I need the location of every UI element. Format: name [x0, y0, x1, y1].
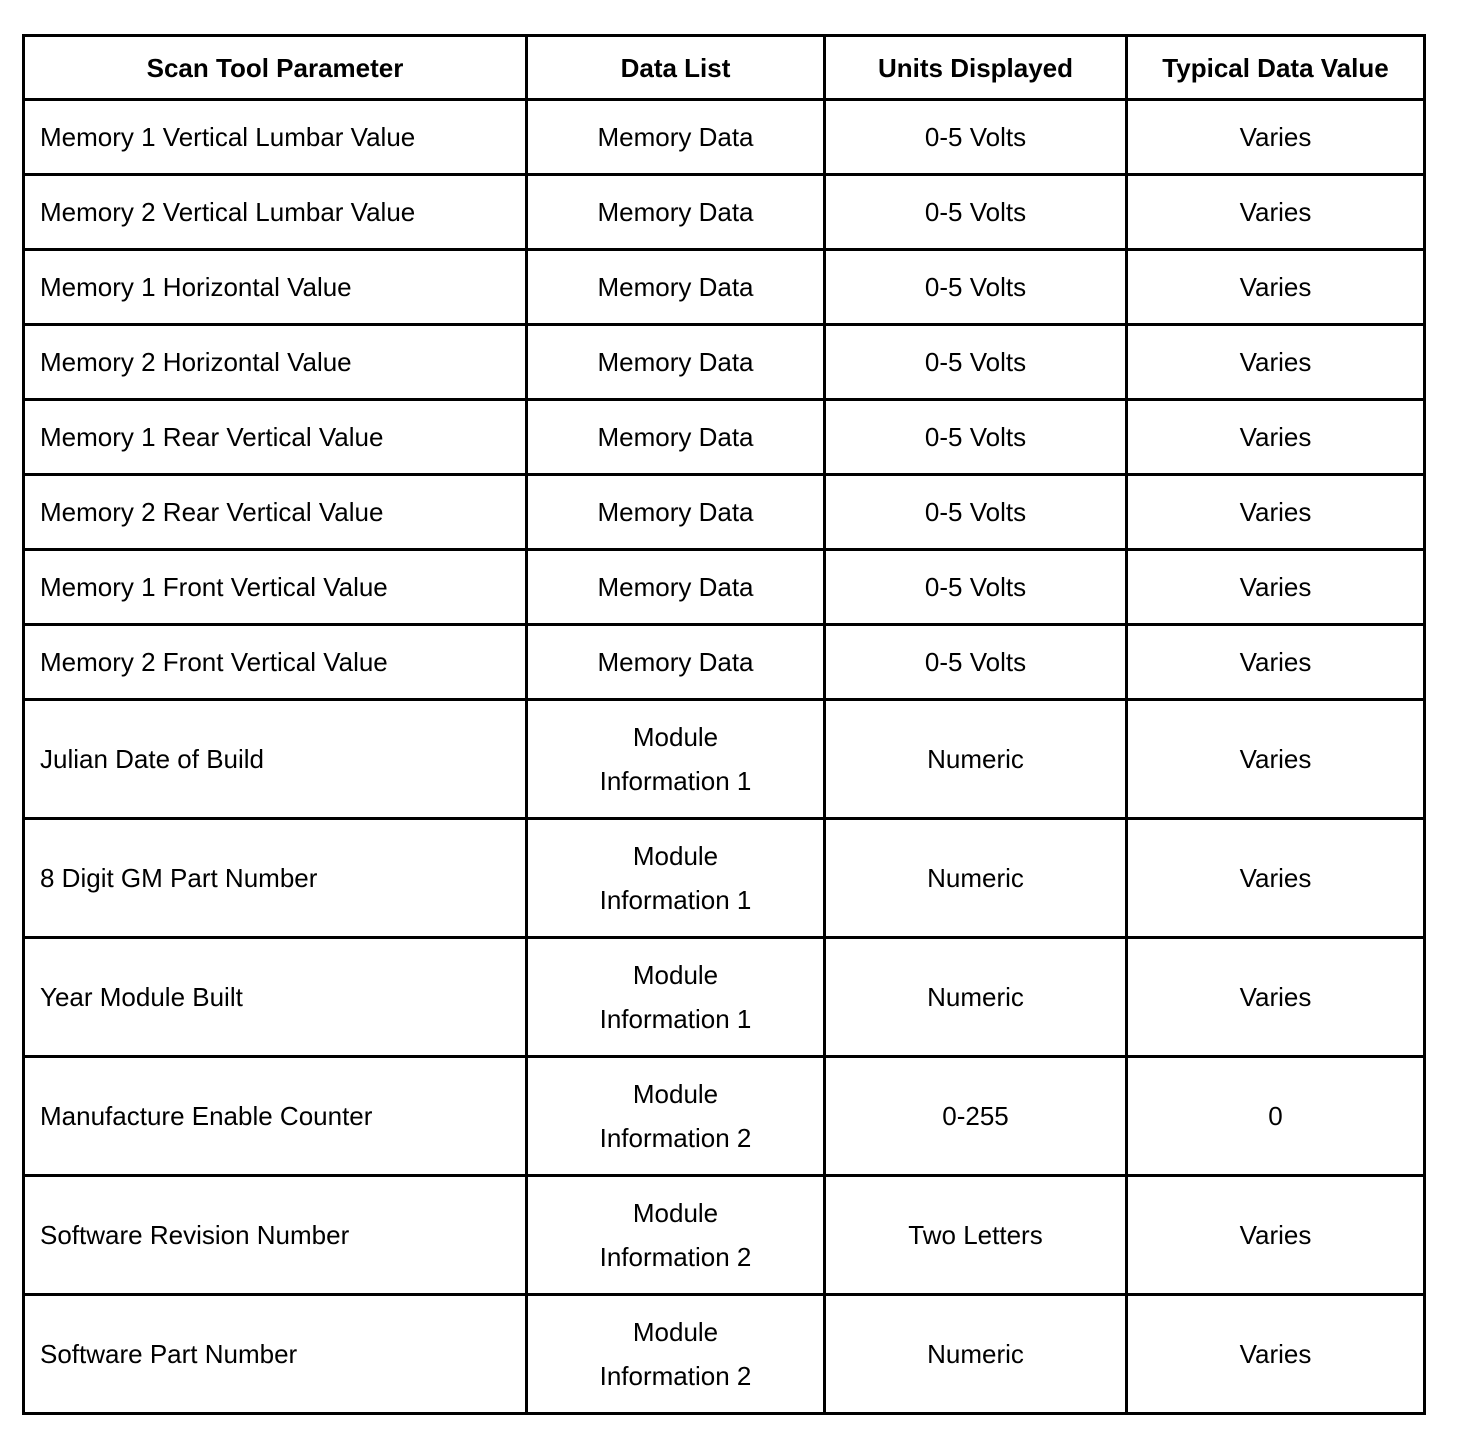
cell-units-displayed: Numeric [825, 819, 1127, 938]
cell-typical-data-value: Varies [1127, 1176, 1425, 1295]
cell-units-displayed: 0-5 Volts [825, 400, 1127, 475]
cell-units-displayed: Numeric [825, 938, 1127, 1057]
data-list-line: Memory Data [597, 572, 754, 602]
cell-scan-tool-parameter: Software Revision Number [24, 1176, 527, 1295]
table-row [24, 1057, 1425, 1176]
cell-data-list [527, 1176, 825, 1295]
cell-scan-tool-parameter: Year Module Built [24, 938, 527, 1057]
data-list-line: Memory Data [597, 347, 754, 377]
cell-units-displayed: Numeric [825, 1295, 1127, 1414]
table-row [24, 250, 1425, 325]
data-list-line: Memory Data [597, 197, 754, 227]
header-data-list: Data List [527, 36, 825, 100]
cell-scan-tool-parameter: Memory 1 Vertical Lumbar Value [24, 100, 527, 175]
cell-data-list [527, 550, 825, 625]
data-list-line: Module [632, 960, 719, 990]
cell-typical-data-value: 0 [1127, 1057, 1425, 1176]
cell-scan-tool-parameter: Memory 2 Vertical Lumbar Value [24, 175, 527, 250]
cell-scan-tool-parameter: Manufacture Enable Counter [24, 1057, 527, 1176]
cell-typical-data-value: Varies [1127, 1295, 1425, 1414]
cell-units-displayed: Numeric [825, 700, 1127, 819]
cell-scan-tool-parameter: 8 Digit GM Part Number [24, 819, 527, 938]
cell-data-list [527, 819, 825, 938]
data-list-line: Memory Data [597, 272, 754, 302]
table-row [24, 625, 1425, 700]
table-row [24, 819, 1425, 938]
cell-units-displayed: 0-5 Volts [825, 100, 1127, 175]
cell-units-displayed: 0-255 [825, 1057, 1127, 1176]
cell-typical-data-value: Varies [1127, 819, 1425, 938]
cell-scan-tool-parameter: Memory 2 Rear Vertical Value [24, 475, 527, 550]
cell-typical-data-value: Varies [1127, 475, 1425, 550]
table-header-row [24, 36, 1425, 100]
data-list-line: Module [632, 722, 719, 752]
cell-data-list [527, 175, 825, 250]
cell-data-list [527, 400, 825, 475]
cell-scan-tool-parameter: Memory 1 Front Vertical Value [24, 550, 527, 625]
table-row [24, 1176, 1425, 1295]
data-list-line: Memory Data [597, 122, 754, 152]
data-list-line: Module [632, 1079, 719, 1109]
scan-tool-data-table [22, 34, 1426, 1415]
cell-typical-data-value: Varies [1127, 250, 1425, 325]
cell-data-list [527, 700, 825, 819]
cell-typical-data-value: Varies [1127, 550, 1425, 625]
data-list-line: Information 1 [599, 766, 752, 796]
cell-typical-data-value: Varies [1127, 625, 1425, 700]
data-list-line: Module [632, 1317, 719, 1347]
data-list-line: Information 2 [599, 1123, 752, 1153]
table-row [24, 700, 1425, 819]
data-list-line: Information 1 [599, 1004, 752, 1034]
cell-typical-data-value: Varies [1127, 100, 1425, 175]
cell-units-displayed: Two Letters [825, 1176, 1127, 1295]
data-list-line: Memory Data [597, 497, 754, 527]
table-row [24, 475, 1425, 550]
cell-data-list [527, 100, 825, 175]
cell-data-list [527, 475, 825, 550]
data-list-line: Information 2 [599, 1361, 752, 1391]
table-row [24, 938, 1425, 1057]
cell-units-displayed: 0-5 Volts [825, 475, 1127, 550]
header-units-displayed: Units Displayed [825, 36, 1127, 100]
cell-data-list [527, 1295, 825, 1414]
data-list-line: Memory Data [597, 647, 754, 677]
cell-typical-data-value: Varies [1127, 938, 1425, 1057]
header-typical-data-value: Typical Data Value [1127, 36, 1425, 100]
cell-typical-data-value: Varies [1127, 175, 1425, 250]
cell-data-list [527, 625, 825, 700]
data-list-line: Information 2 [599, 1242, 752, 1272]
cell-scan-tool-parameter: Software Part Number [24, 1295, 527, 1414]
header-scan-tool-parameter: Scan Tool Parameter [24, 36, 527, 100]
table-row [24, 175, 1425, 250]
cell-units-displayed: 0-5 Volts [825, 625, 1127, 700]
cell-scan-tool-parameter: Memory 2 Front Vertical Value [24, 625, 527, 700]
table-row [24, 550, 1425, 625]
table-row [24, 100, 1425, 175]
cell-typical-data-value: Varies [1127, 700, 1425, 819]
cell-typical-data-value: Varies [1127, 325, 1425, 400]
cell-data-list [527, 1057, 825, 1176]
cell-units-displayed: 0-5 Volts [825, 550, 1127, 625]
cell-typical-data-value: Varies [1127, 400, 1425, 475]
cell-data-list [527, 938, 825, 1057]
cell-data-list [527, 325, 825, 400]
table-row [24, 400, 1425, 475]
table-row [24, 1295, 1425, 1414]
data-list-line: Memory Data [597, 422, 754, 452]
data-list-line: Module [632, 1198, 719, 1228]
cell-units-displayed: 0-5 Volts [825, 175, 1127, 250]
cell-scan-tool-parameter: Julian Date of Build [24, 700, 527, 819]
table-body [24, 100, 1425, 1414]
cell-scan-tool-parameter: Memory 2 Horizontal Value [24, 325, 527, 400]
cell-scan-tool-parameter: Memory 1 Horizontal Value [24, 250, 527, 325]
cell-units-displayed: 0-5 Volts [825, 250, 1127, 325]
cell-scan-tool-parameter: Memory 1 Rear Vertical Value [24, 400, 527, 475]
data-list-line: Information 1 [599, 885, 752, 915]
cell-units-displayed: 0-5 Volts [825, 325, 1127, 400]
data-list-line: Module [632, 841, 719, 871]
table-row [24, 325, 1425, 400]
cell-data-list [527, 250, 825, 325]
